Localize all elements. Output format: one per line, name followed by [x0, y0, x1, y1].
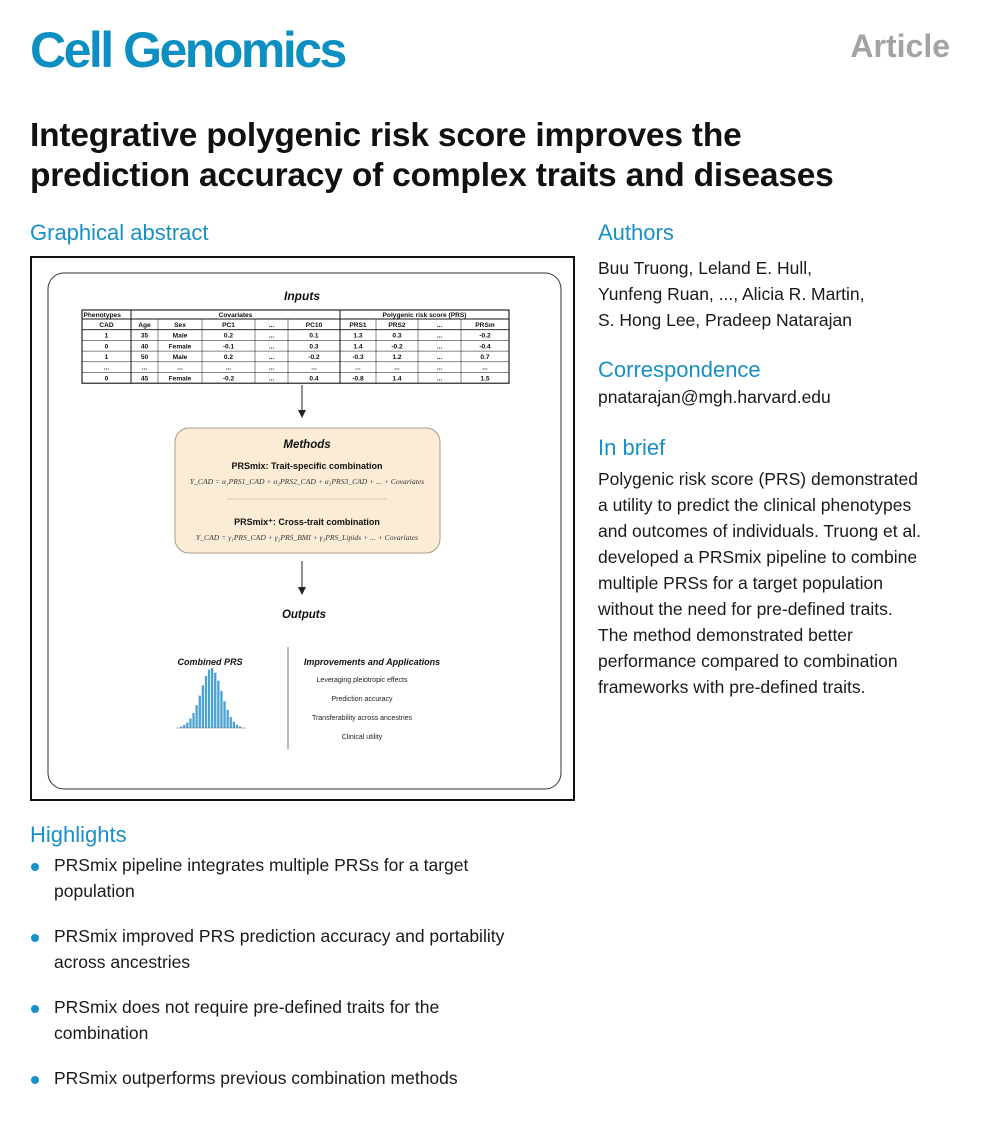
table-cell: 1.5 [480, 375, 490, 383]
table-cell: ... [141, 364, 148, 372]
histogram-bar [183, 725, 185, 728]
histogram-bar [208, 670, 210, 728]
title-line: Integrative polygenic risk score improves the [30, 117, 742, 154]
table-column-header: ... [436, 321, 443, 329]
table-column-header: PC10 [305, 321, 323, 329]
table-column-header: PRSm [475, 321, 495, 329]
authors-list [598, 255, 865, 333]
histogram-bar [199, 696, 201, 728]
article-type-label: Article [850, 28, 950, 64]
table-cell: 0.7 [480, 354, 490, 361]
highlight-line: PRSmix does not require pre-defined traits for the [54, 997, 440, 1017]
improvements-label: Improvements and Applications [303, 657, 441, 667]
highlight-item [30, 1065, 590, 1091]
highlight-line: PRSmix pipeline integrates multiple PRSs for a target [54, 855, 469, 875]
bullet-icon [31, 1076, 39, 1084]
method2-title: PRSmix⁺: Cross-trait combination [234, 517, 380, 527]
highlight-item [30, 994, 590, 1046]
table-group-header: Covariates [218, 312, 253, 319]
highlight-item [30, 923, 590, 975]
histogram-bar [189, 719, 191, 728]
highlight-line: PRSmix outperforms previous combination methods [54, 1068, 458, 1088]
table-column-header: PC1 [222, 321, 235, 329]
table-cell: Female [168, 375, 192, 383]
table-cell: 1.4 [392, 375, 402, 383]
correspondence-heading: Correspondence [598, 357, 761, 382]
title-line: prediction accuracy of complex traits and diseases [30, 157, 834, 194]
table-cell: 0.3 [392, 332, 402, 340]
histogram-bar [230, 717, 232, 728]
table-cell: 0.2 [223, 354, 234, 361]
in-brief-heading: In brief [598, 435, 666, 460]
highlight-line: population [54, 881, 135, 901]
highlight-line: across ancestries [54, 952, 191, 972]
table-cell: ... [268, 375, 275, 383]
combined-prs-label: Combined PRS [177, 657, 243, 667]
highlight-text [54, 923, 590, 975]
table-cell: Male [172, 332, 188, 340]
article-title [30, 116, 980, 196]
in-brief-line: Polygenic risk score (PRS) demonstrated [598, 469, 918, 489]
highlights-heading: Highlights [30, 822, 127, 847]
authors-line: Yunfeng Ruan, ..., Alicia R. Martin, [598, 284, 865, 304]
in-brief-line: and outcomes of individuals. Truong et al. [598, 521, 921, 541]
in-brief-line: multiple PRSs for a target population [598, 573, 884, 593]
table-cell: 0.3 [309, 343, 319, 351]
histogram-bar [233, 722, 235, 728]
highlights-list [30, 852, 590, 1110]
table-cell: -0.1 [222, 343, 235, 351]
table-column-header: Age [138, 321, 151, 329]
table-cell: ... [436, 332, 443, 340]
table-cell: -0.2 [308, 354, 320, 361]
in-brief-line: The method demonstrated better [598, 625, 853, 645]
in-brief-line: developed a PRSmix pipeline to combine [598, 547, 918, 567]
in-brief-line: without the need for pre-defined traits. [598, 599, 893, 619]
improvement-item: Leveraging pleiotropic effects [316, 677, 408, 684]
table-cell: Male [172, 354, 188, 361]
table-cell: 1.2 [392, 354, 402, 361]
authors-line: Buu Truong, Leland E. Hull, [598, 258, 813, 278]
graphical-abstract-figure [30, 256, 575, 801]
table-cell: Female [168, 343, 192, 351]
graphical-abstract-heading: Graphical abstract [30, 220, 209, 245]
table-cell: 40 [140, 343, 149, 351]
table-cell: 50 [140, 354, 149, 361]
highlight-line: combination [54, 1023, 149, 1043]
table-cell: ... [355, 364, 361, 372]
table-cell: ... [225, 364, 232, 372]
graphical-abstract-svg [32, 258, 573, 799]
table-cell: 45 [140, 375, 149, 383]
improvement-item: Clinical utility [341, 734, 383, 741]
table-cell: ... [177, 364, 183, 372]
table-cell: -0.2 [222, 375, 235, 383]
method1-title: PRSmix: Trait-specific combination [231, 461, 383, 471]
table-cell: ... [268, 354, 275, 361]
table-cell: ... [268, 332, 275, 340]
authors-heading: Authors [598, 220, 674, 245]
journal-name: Cell Genomics [30, 22, 345, 78]
histogram-bar [192, 713, 194, 728]
histogram-bar [214, 673, 216, 728]
table-column-header: PRS1 [349, 321, 367, 329]
methods-label: Methods [283, 439, 331, 451]
bullet-icon [31, 863, 39, 871]
table-cell: ... [436, 364, 443, 372]
in-brief-text [598, 466, 921, 700]
in-brief-line: a utility to predict the clinical phenotypes [598, 495, 912, 515]
in-brief-line: frameworks with pre-defined traits. [598, 677, 866, 697]
highlight-text [54, 852, 590, 904]
table-cell: ... [311, 364, 317, 372]
correspondence-email[interactable]: pnatarajan@mgh.harvard.edu [598, 387, 831, 407]
table-column-header: PRS2 [388, 321, 406, 329]
bullet-icon [31, 1005, 39, 1013]
table-cell: 1 [104, 354, 109, 361]
outputs-label: Outputs [281, 609, 327, 621]
histogram-bar [205, 676, 207, 728]
authors-line: S. Hong Lee, Pradeep Natarajan [598, 310, 852, 330]
table-group-header: Phenotypes [83, 312, 121, 319]
histogram-bar [217, 681, 219, 728]
table-cell: 0.1 [309, 332, 319, 340]
bullet-icon [31, 934, 39, 942]
table-cell: ... [436, 354, 443, 361]
table-cell: ... [268, 364, 275, 372]
table-cell: 0.2 [223, 332, 234, 340]
table-cell: 1 [104, 332, 109, 340]
table-column-header: Sex [174, 321, 186, 329]
highlight-line: PRSmix improved PRS prediction accuracy and portability [54, 926, 505, 946]
table-cell: 0 [104, 375, 109, 383]
histogram-bar [220, 691, 222, 728]
table-cell: 1.4 [353, 343, 363, 351]
table-cell: -0.4 [479, 343, 491, 351]
histogram-bar [211, 668, 213, 728]
table-cell: 0.4 [309, 375, 319, 383]
histogram-bar [223, 701, 225, 728]
table-cell: 35 [140, 332, 149, 340]
table-cell: ... [394, 364, 400, 372]
table-cell: ... [436, 375, 443, 383]
table-cell: 1.3 [353, 332, 363, 340]
inputs-label: Inputs [284, 289, 320, 303]
table-group-header: Polygenic risk score (PRS) [382, 312, 467, 319]
table-column-header: ... [268, 321, 275, 329]
method2-formula: Y_CAD = γ₁PRS_CAD + γ₂PRS_BMI + γ₃PRS_Lipids + ... + Covariates [195, 533, 419, 542]
highlight-text [54, 994, 590, 1046]
histogram-bar [202, 685, 204, 728]
method1-formula: Y_CAD = α₁PRS1_CAD + α₂PRS2_CAD + α₃PRS3_CAD + ... + Covariates [189, 477, 425, 486]
improvement-item: Prediction accuracy [331, 696, 393, 703]
table-cell: ... [482, 364, 488, 372]
table-column-header: CAD [99, 321, 114, 329]
histogram-bar [236, 725, 238, 728]
histogram-bar [196, 705, 198, 728]
table-cell: ... [103, 364, 110, 372]
table-cell: -0.8 [352, 375, 364, 383]
table-cell: ... [436, 343, 443, 351]
histogram-bar [186, 722, 188, 728]
highlight-text [54, 1065, 590, 1091]
improvement-item: Transferability across ancestries [311, 715, 413, 722]
in-brief-line: performance compared to combination [598, 651, 898, 671]
table-cell: ... [268, 343, 275, 351]
histogram-bar [227, 710, 229, 728]
highlight-item [30, 852, 590, 904]
table-cell: -0.3 [352, 354, 364, 361]
table-cell: -0.2 [391, 343, 403, 351]
table-cell: 0 [104, 343, 109, 351]
table-cell: -0.2 [479, 332, 491, 340]
